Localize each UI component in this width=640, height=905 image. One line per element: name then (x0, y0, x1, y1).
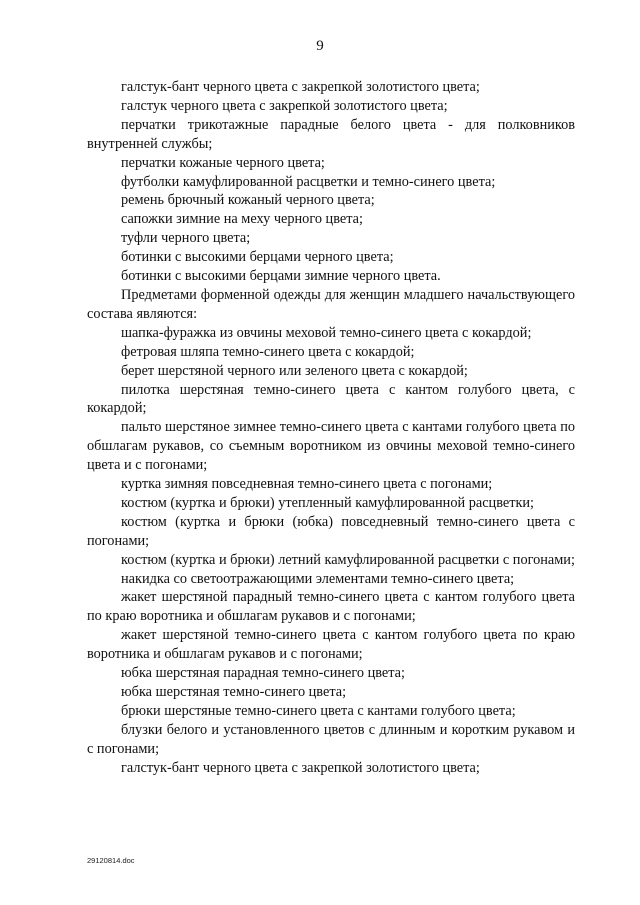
paragraph: пилотка шерстяная темно-синего цвета с кантом голубого цвета, с кокардой; (87, 381, 575, 417)
paragraph: накидка со светоотражающими элементами темно-синего цвета; (121, 570, 515, 587)
paragraph: жакет шерстяной темно-синего цвета с кантом голубого цвета по краю воротника и обшлагам рукавов и с погонами; (87, 627, 575, 663)
paragraph: шапка-фуражка из овчины меховой темно-синего цвета с кокардой; (121, 324, 532, 341)
paragraph: футболки камуфлированной расцветки и темно-синего цвета; (121, 173, 496, 190)
paragraph: куртка зимняя повседневная темно-синего цвета с погонами; (121, 476, 493, 493)
document-body (87, 78, 575, 778)
paragraph: Предметами форменной одежды для женщин младшего начальствующего состава являются: (87, 286, 575, 322)
paragraph: юбка шерстяная парадная темно-синего цвета; (121, 665, 405, 682)
page-number: 9 (316, 38, 324, 54)
paragraph: костюм (куртка и брюки (юбка) повседневный темно-синего цвета с погонами; (87, 513, 575, 549)
paragraph: фетровая шляпа темно-синего цвета с кокардой; (121, 343, 415, 360)
paragraph: перчатки трикотажные парадные белого цвета - для полковников внутренней службы; (87, 116, 575, 152)
paragraph: галстук-бант черного цвета с закрепкой золотистого цвета; (121, 759, 480, 776)
paragraph: туфли черного цвета; (121, 230, 251, 247)
paragraph: юбка шерстяная темно-синего цвета; (121, 684, 347, 700)
paragraph: галстук-бант черного цвета с закрепкой золотистого цвета; (121, 79, 480, 95)
paragraph: ботинки с высокими берцами зимние черного цвета. (121, 268, 441, 285)
paragraph: пальто шерстяное зимнее темно-синего цвета с кантами голубого цвета по обшлагам рукавов, со съемным воротником из овчины меховой темно-синего цвета и с погонами; (87, 419, 575, 474)
paragraph: костюм (куртка и брюки) утепленный камуфлированной расцветки; (121, 494, 535, 511)
footer-file-name: 29120814.doc (87, 856, 135, 865)
paragraph: берет шерстяной черного или зеленого цвета с кокардой; (121, 362, 468, 379)
paragraph: брюки шерстяные темно-синего цвета с кантами голубого цвета; (121, 702, 516, 719)
paragraph: костюм (куртка и брюки) летний камуфлированной расцветки с погонами; (121, 551, 575, 568)
paragraph: галстук черного цвета с закрепкой золотистого цвета; (121, 97, 448, 114)
paragraph: ремень брючный кожаный черного цвета; (121, 192, 375, 209)
paragraph: жакет шерстяной парадный темно-синего цвета с кантом голубого цвета по краю воротника и обшлагам рукавов и с погонами; (87, 589, 575, 625)
paragraph: ботинки с высокими берцами черного цвета; (121, 249, 394, 266)
paragraph: перчатки кожаные черного цвета; (121, 154, 325, 171)
paragraph: сапожки зимние на меху черного цвета; (121, 211, 363, 228)
paragraph: блузки белого и установленного цветов с длинным и коротким рукавом и с погонами; (87, 721, 575, 757)
